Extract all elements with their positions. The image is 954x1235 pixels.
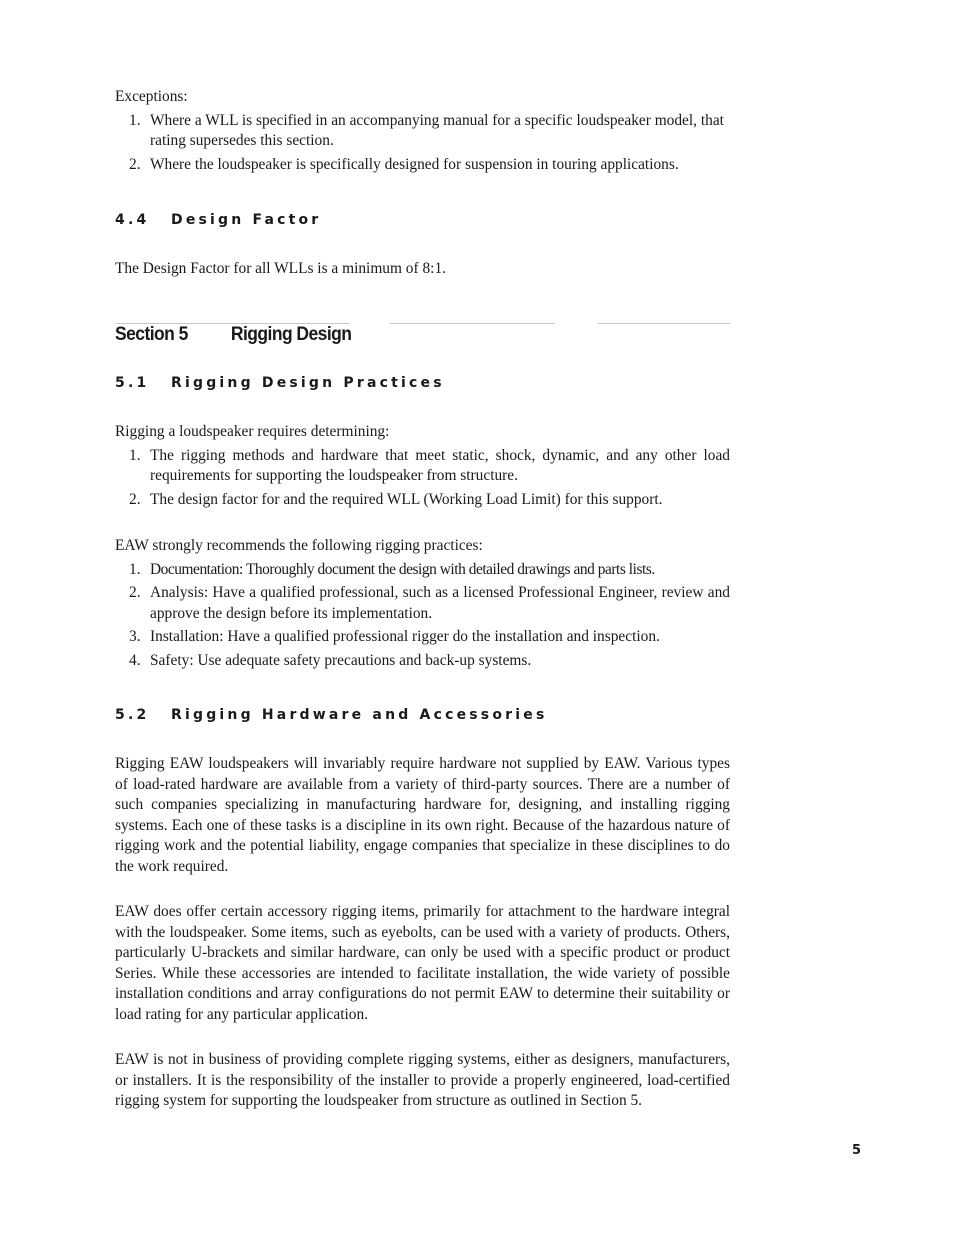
section-label: Section 5 bbox=[115, 324, 188, 345]
list-text: Documentation: Thoroughly document the design with detailed drawings and parts lists. bbox=[150, 560, 655, 578]
list-number: 4. bbox=[129, 651, 141, 669]
list-text: The design factor for and the required WLL (Working Load Limit) for this support. bbox=[150, 490, 663, 508]
heading-4-4 bbox=[115, 212, 730, 228]
rigging-requirements bbox=[115, 422, 730, 510]
list-number: 1. bbox=[129, 111, 141, 129]
list-text: Analysis: Have a qualified professional, such as a licensed Professional Engineer, review and approve the design before its implementation. bbox=[150, 584, 730, 622]
list-number: 2. bbox=[129, 490, 141, 508]
list-number: 1. bbox=[129, 560, 141, 578]
heading-number: 4.4 bbox=[115, 212, 150, 228]
list-item bbox=[115, 627, 730, 648]
exceptions-block bbox=[115, 87, 730, 175]
exceptions-list bbox=[115, 111, 730, 176]
exceptions-label: Exceptions: bbox=[115, 88, 188, 105]
practices-list bbox=[115, 560, 730, 672]
list-item bbox=[115, 651, 730, 672]
list-number: 2. bbox=[129, 584, 141, 601]
hardware-paragraph-2 bbox=[115, 902, 730, 1025]
list-text: Where the loudspeaker is specifically designed for suspension in touring applications. bbox=[150, 155, 679, 173]
list-text: Where a WLL is specified in an accompanying manual for a specific loudspeaker model, that rating supersedes this section. bbox=[150, 111, 724, 149]
requirements-list bbox=[115, 446, 730, 511]
hardware-paragraph-1 bbox=[115, 754, 730, 877]
list-number: 1. bbox=[129, 446, 141, 464]
section-rule-middle bbox=[390, 323, 555, 324]
heading-title: Rigging Hardware and Accessories bbox=[171, 707, 548, 723]
list-item bbox=[115, 560, 730, 581]
list-text: Installation: Have a qualified professional rigger do the installation and inspection. bbox=[150, 628, 660, 645]
paragraph: EAW is not in business of providing complete rigging systems, either as designers, manufacturers, or installers. It is the responsibility of the installer to provide a properly engineered, load-certified rigging system for supporting the loudspeaker from structure as outlined in Section 5. bbox=[115, 1051, 730, 1109]
list-item bbox=[115, 111, 730, 152]
rigging-practices bbox=[115, 536, 730, 671]
list-item bbox=[115, 583, 730, 624]
list-text: The rigging methods and hardware that meet static, shock, dynamic, and any other load requirements for supporting the loudspeaker from structure. bbox=[150, 446, 730, 484]
list-item bbox=[115, 155, 730, 176]
paragraph: Rigging EAW loudspeakers will invariably require hardware not supplied by EAW. Various types of load-rated hardware are available from a variety of third-party sources. There are a number of such companies specializing in manufacturing hardware for, designing, and installing rigging systems. Each one of these tasks is a discipline in its own right. Because of the hazardous nature of rigging work and the potential liability, engage companies that specialize in these disciplines to do the work required. bbox=[115, 755, 730, 875]
paragraph: EAW does offer certain accessory rigging items, primarily for attachment to the hardware integral with the loudspeaker. Some items, such as eyebolts, can be used with a variety of products. Others, particularly U-brackets and similar hardware, can only be used with a specific product or product Series. While these accessories are intended to facilitate installation, the wide variety of possible installation conditions and array configurations do not permit EAW to determine their suitability or load rating for any particular application. bbox=[115, 903, 730, 1023]
heading-number: 5.2 bbox=[115, 707, 150, 723]
section-title: Rigging Design bbox=[230, 324, 352, 345]
design-factor-paragraph bbox=[115, 259, 730, 280]
heading-title: Design Factor bbox=[171, 212, 322, 228]
list-text: Safety: Use adequate safety precautions and back-up systems. bbox=[150, 651, 532, 669]
list-item bbox=[115, 446, 730, 487]
heading-5-2 bbox=[115, 707, 730, 723]
intro-text: EAW strongly recommends the following rigging practices: bbox=[115, 537, 483, 554]
list-number: 2. bbox=[129, 155, 141, 173]
list-item bbox=[115, 490, 730, 511]
heading-5-1 bbox=[115, 375, 730, 391]
paragraph: The Design Factor for all WLLs is a minimum of 8:1. bbox=[115, 260, 446, 277]
page-number: 5 bbox=[852, 1143, 862, 1158]
heading-title: Rigging Design Practices bbox=[171, 375, 445, 391]
section-rule-right bbox=[598, 323, 730, 324]
section-5-heading bbox=[115, 324, 351, 346]
intro-text: Rigging a loudspeaker requires determining: bbox=[115, 423, 390, 440]
list-number: 3. bbox=[129, 628, 141, 645]
hardware-paragraph-3 bbox=[115, 1050, 730, 1112]
heading-number: 5.1 bbox=[115, 375, 150, 391]
